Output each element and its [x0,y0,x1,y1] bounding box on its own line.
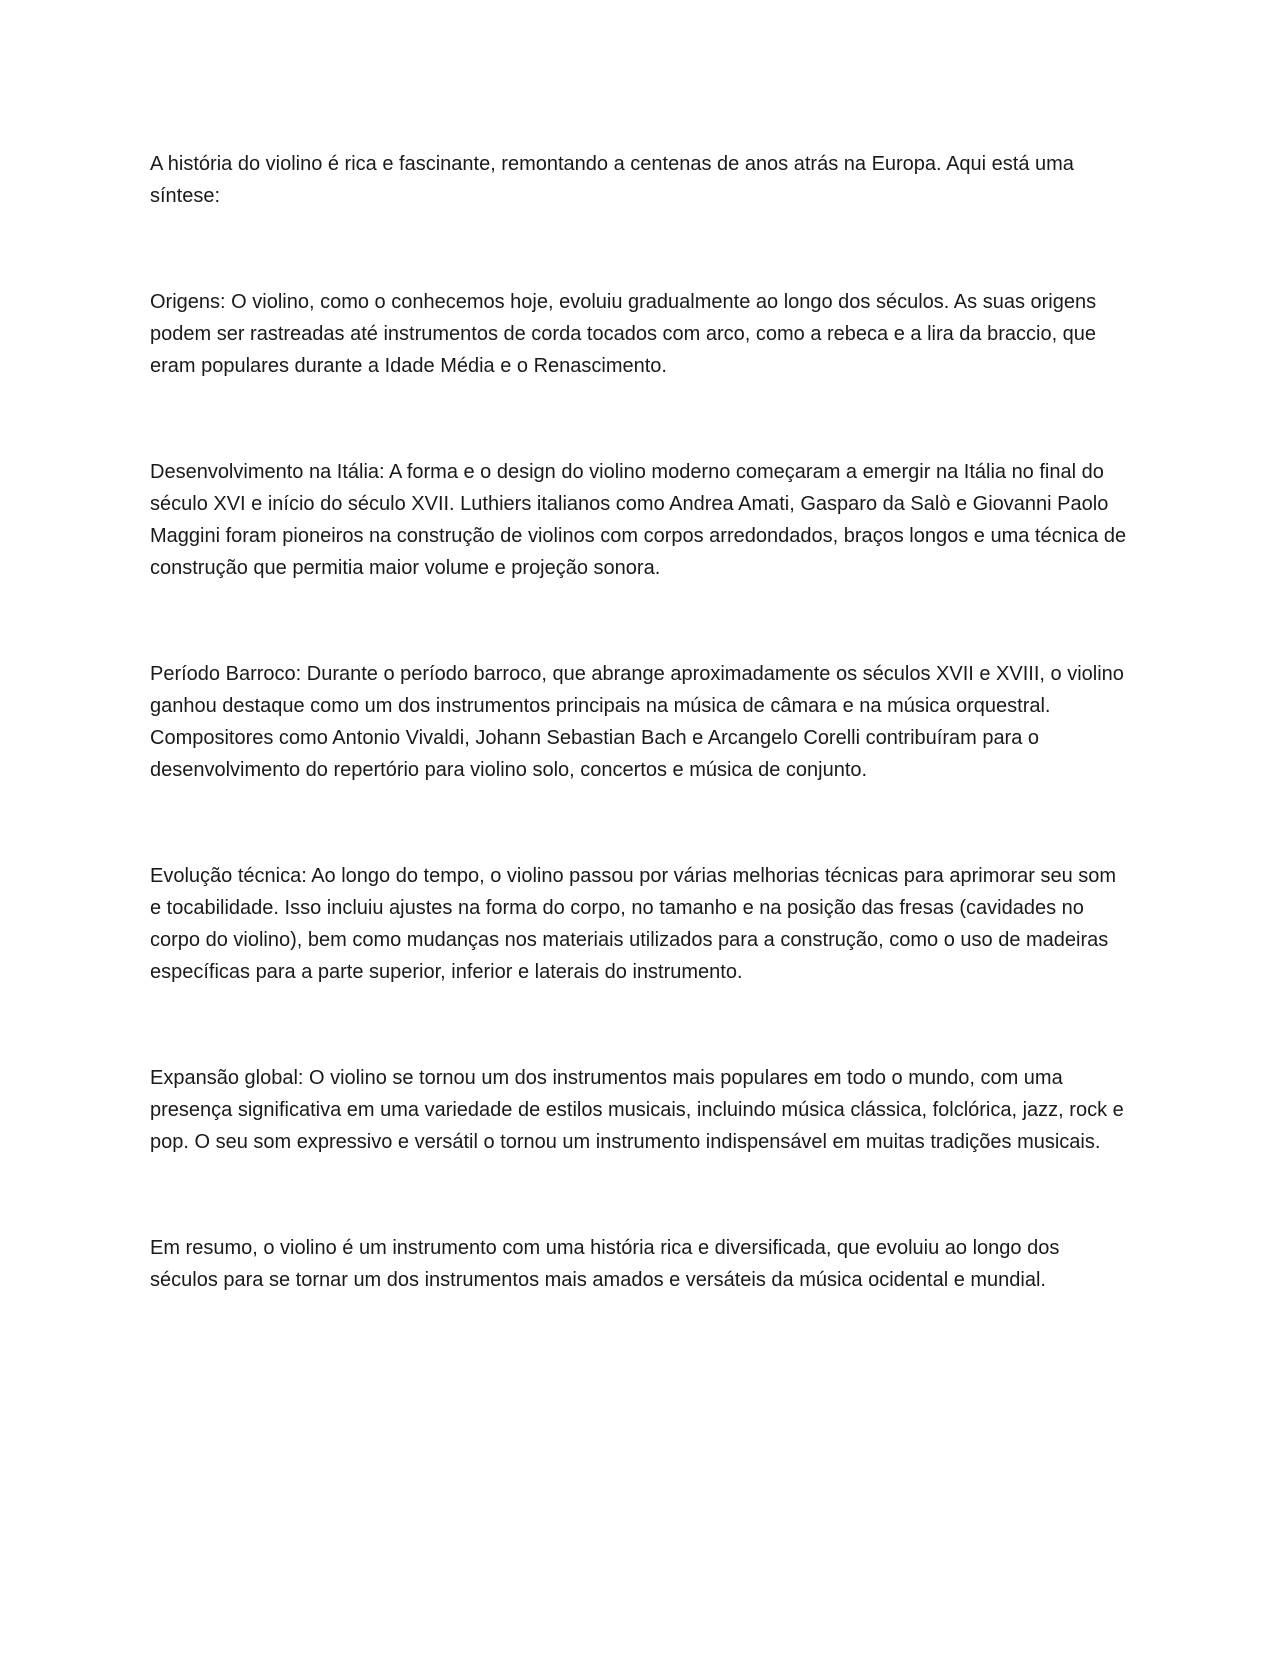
paragraph-spacer [150,212,1132,286]
paragraph-italy: Desenvolvimento na Itália: A forma e o design do violino moderno começaram a emergir na Itália no final do século XVI e início do século XVII. Luthiers italianos como Andrea Amati, Gasparo da Salò e Giovanni Paolo Maggini foram pioneiros na construção de violinos com corpos arredondados, braços longos e uma técnica de construção que permitia maior volume e projeção sonora. [150,461,1127,579]
paragraph-intro: A história do violino é rica e fascinante, remontando a centenas de anos atrás na Europa. Aqui está uma síntese: [150,153,1074,207]
paragraph-summary: Em resumo, o violino é um instrumento com uma história rica e diversificada, que evoluiu ao longo dos séculos para se tornar um dos instrumentos mais amados e versáteis da música ocidental e mundial. [150,1237,1060,1291]
paragraph-spacer [150,584,1132,658]
document-body [150,148,1132,1296]
paragraph-global: Expansão global: O violino se tornou um dos instrumentos mais populares em todo o mundo, com uma presença significativa em uma variedade de estilos musicais, incluindo música clássica, folclórica, jazz, rock e pop. O seu som expressivo e versátil o tornou um instrumento indispensável em muitas tradições musicais. [150,1067,1124,1153]
paragraph-spacer [150,988,1132,1062]
paragraph-technical: Evolução técnica: Ao longo do tempo, o violino passou por várias melhorias técnicas para aprimorar seu som e tocabilidade. Isso incluiu ajustes na forma do corpo, no tamanho e na posição das fresas (cavidades no corpo do violino), bem como mudanças nos materiais utilizados para a construção, como o uso de madeiras específicas para a parte superior, inferior e laterais do instrumento. [150,865,1117,983]
paragraph-baroque: Período Barroco: Durante o período barroco, que abrange aproximadamente os séculos XVII e XVIII, o violino ganhou destaque como um dos instrumentos principais na música de câmara e na música orquestral. Compositores como Antonio Vivaldi, Johann Sebastian Bach e Arcangelo Corelli contribuíram para o desenvolvimento do repertório para violino solo, concertos e música de conjunto. [150,663,1124,781]
paragraph-spacer [150,382,1132,456]
paragraph-origins: Origens: O violino, como o conhecemos hoje, evoluiu gradualmente ao longo dos séculos. As suas origens podem ser rastreadas até instrumentos de corda tocados com arco, como a rebeca e a lira da braccio, que eram populares durante a Idade Média e o Renascimento. [150,291,1097,377]
paragraph-spacer [150,1158,1132,1232]
paragraph-spacer [150,786,1132,860]
